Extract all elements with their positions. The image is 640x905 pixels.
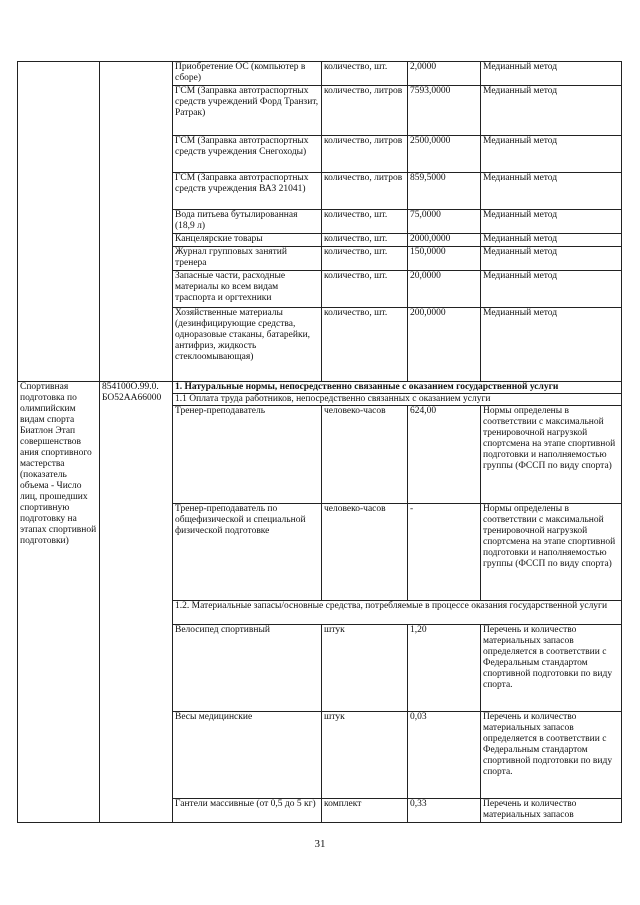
item-method: Медианный метод xyxy=(481,136,622,173)
item-name: ГСМ (Заправка автотраспортных средств учреждения Снегоходы) xyxy=(173,136,322,173)
item-name: Тренер-преподаватель xyxy=(173,406,322,504)
item-unit: человеко-часов xyxy=(322,406,408,504)
item-value: 150,0000 xyxy=(408,247,481,271)
page-number: 31 xyxy=(314,838,326,850)
item-unit: количество, шт. xyxy=(322,308,408,382)
item-unit: количество, шт. xyxy=(322,271,408,308)
item-value: 2000,0000 xyxy=(408,234,481,247)
item-name: Велосипед спортивный xyxy=(173,625,322,712)
item-name: ГСМ (Заправка автотраспортных средств учреждений Форд Транзит, Ратрак) xyxy=(173,86,322,136)
item-note: Нормы определены в соответствии с максимальной тренировочной нагрузкой спортсмена на этапе спортивной подготовки и наполняемостью группы (ФССП по виду спорта) xyxy=(481,504,622,601)
section-1-2-title: 1.2. Материальные запасы/основные средства, потребляемые в процессе оказания государственной услуги xyxy=(173,601,622,625)
item-unit: штук xyxy=(322,712,408,799)
item-method: Медианный метод xyxy=(481,62,622,86)
item-name: Канцелярские товары xyxy=(173,234,322,247)
table-row xyxy=(18,62,622,86)
item-value: 0,33 xyxy=(408,799,481,823)
item-unit: количество, литров xyxy=(322,86,408,136)
item-unit: комплект xyxy=(322,799,408,823)
item-method: Медианный метод xyxy=(481,234,622,247)
item-name: Запасные части, расходные материалы ко всем видам траспорта и оргтехники xyxy=(173,271,322,308)
item-unit: количество, шт. xyxy=(322,247,408,271)
item-value: 624,00 xyxy=(408,406,481,504)
item-name: Хозяйственные материалы (дезинфицирующие средства, одноразовые стаканы, батарейки, антифриз, жидкость стеклоомывающая) xyxy=(173,308,322,382)
item-name: Гантели массивные (от 0,5 до 5 кг) xyxy=(173,799,322,823)
item-name: Тренер-преподаватель по общефизической и специальной физической подготовке xyxy=(173,504,322,601)
item-unit: штук xyxy=(322,625,408,712)
item-note: Перечень и количество материальных запасов определяется в соответствии с Федеральным стандартом спортивной подготовки по виду спорта. xyxy=(481,625,622,712)
item-name: Журнал групповых занятий тренера xyxy=(173,247,322,271)
item-method: Медианный метод xyxy=(481,271,622,308)
section-1-title: 1. Натуральные нормы, непосредственно связанные с оказанием государственной услуги xyxy=(173,382,622,394)
item-note: Нормы определены в соответствии с максимальной тренировочной нагрузкой спортсмена на этапе спортивной подготовки и наполняемостью группы (ФССП по виду спорта) xyxy=(481,406,622,504)
item-unit: количество, шт. xyxy=(322,234,408,247)
item-value: 0,03 xyxy=(408,712,481,799)
item-note: Перечень и количество материальных запасов определяется в соответствии с Федеральным стандартом спортивной подготовки по виду спорта. xyxy=(481,712,622,799)
service-name: Спортивная подготовка по олимпийским видам спорта Биатлон Этап совершенствов ания спортивного мастерства (показатель объема - Число лиц, прошедших спортивную подготовку на этапах спортивной подготовки) xyxy=(18,382,100,823)
item-unit: количество, шт. xyxy=(322,62,408,86)
item-value: 7593,0000 xyxy=(408,86,481,136)
code-cell-empty xyxy=(100,62,173,382)
item-value: 20,0000 xyxy=(408,271,481,308)
item-name: Весы медицинские xyxy=(173,712,322,799)
item-value: - xyxy=(408,504,481,601)
item-value: 1,20 xyxy=(408,625,481,712)
item-value: 859,5000 xyxy=(408,173,481,210)
section-1-1-title: 1.1 Оплата труда работников, непосредственно связанных с оказанием услуги xyxy=(173,394,622,406)
item-method: Медианный метод xyxy=(481,173,622,210)
item-method: Медианный метод xyxy=(481,86,622,136)
item-method: Медианный метод xyxy=(481,210,622,234)
service-cell-empty xyxy=(18,62,100,382)
item-name: ГСМ (Заправка автотраспортных средств учреждения ВАЗ 21041) xyxy=(173,173,322,210)
item-unit: количество, литров xyxy=(322,173,408,210)
item-value: 2500,0000 xyxy=(408,136,481,173)
item-note: Перечень и количество материальных запасов xyxy=(481,799,622,823)
item-value: 2,0000 xyxy=(408,62,481,86)
item-unit: количество, шт. xyxy=(322,210,408,234)
table-row xyxy=(18,382,622,394)
item-method: Медианный метод xyxy=(481,308,622,382)
item-unit: количество, литров xyxy=(322,136,408,173)
item-value: 200,0000 xyxy=(408,308,481,382)
item-unit: человеко-часов xyxy=(322,504,408,601)
norms-table xyxy=(17,61,622,823)
item-name: Вода питьева бутылированная (18,9 л) xyxy=(173,210,322,234)
norms-table-body xyxy=(18,62,622,823)
service-code: 854100О.99.0. БО52АА66000 xyxy=(100,382,173,823)
item-name: Приобретение ОС (компьютер в сборе) xyxy=(173,62,322,86)
item-value: 75,0000 xyxy=(408,210,481,234)
item-method: Медианный метод xyxy=(481,247,622,271)
